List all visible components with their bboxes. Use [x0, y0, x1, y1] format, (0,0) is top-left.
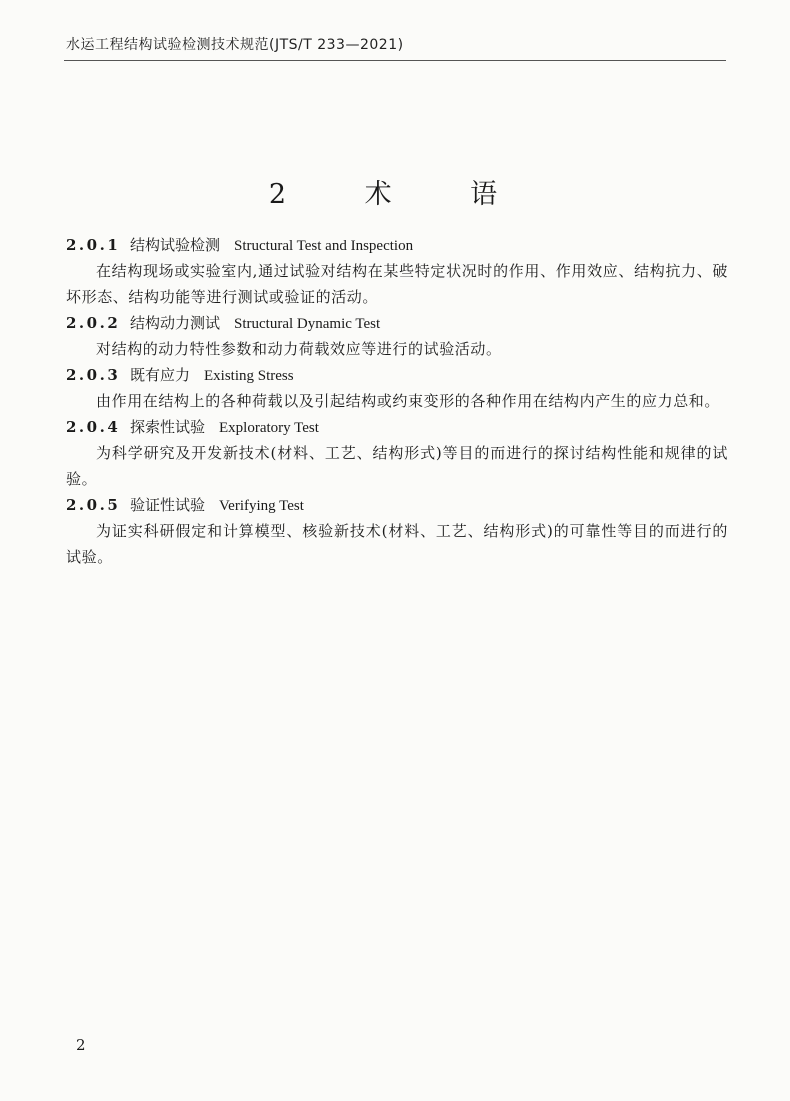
running-header: 水运工程结构试验检测技术规范(JTS/T 233—2021)	[66, 37, 404, 53]
term-number: 2.0.2	[66, 314, 121, 332]
term-chinese: 验证性试验	[130, 496, 206, 514]
term-english: Verifying Test	[219, 498, 304, 514]
term-entry	[66, 232, 728, 310]
term-english: Existing Stress	[204, 368, 294, 384]
term-chinese: 结构动力测试	[130, 314, 221, 332]
term-english: Exploratory Test	[219, 420, 319, 436]
term-definition: 在结构现场或实验室内,通过试验对结构在某些特定状况时的作用、作用效应、结构抗力、破坏形态、结构功能等进行测试或验证的活动。	[66, 262, 728, 306]
term-entry	[66, 414, 728, 492]
term-chinese: 结构试验检测	[130, 236, 221, 254]
term-definition: 由作用在结构上的各种荷载以及引起结构或约束变形的各种作用在结构内产生的应力总和。	[96, 392, 721, 410]
chapter-title: 2 术 语	[268, 179, 522, 210]
term-heading	[66, 362, 728, 388]
term-number: 2.0.1	[66, 236, 121, 254]
header-rule	[64, 60, 726, 61]
term-entry	[66, 310, 728, 362]
term-heading	[66, 414, 728, 440]
term-definition: 为科学研究及开发新技术(材料、工艺、结构形式)等目的而进行的探讨结构性能和规律的试验。	[66, 444, 728, 488]
term-heading	[66, 492, 728, 518]
term-heading	[66, 310, 728, 336]
page-number: 2	[76, 1036, 86, 1054]
term-number: 2.0.4	[66, 418, 121, 436]
term-english: Structural Dynamic Test	[234, 316, 381, 332]
term-entry	[66, 492, 728, 570]
term-entry	[66, 362, 728, 414]
term-definition: 对结构的动力特性参数和动力荷载效应等进行的试验活动。	[96, 340, 502, 358]
term-heading	[66, 232, 728, 258]
term-number: 2.0.5	[66, 496, 121, 514]
terms-list	[66, 232, 728, 570]
term-chinese: 探索性试验	[130, 418, 206, 436]
term-chinese: 既有应力	[130, 366, 191, 384]
term-english: Structural Test and Inspection	[234, 238, 414, 254]
term-definition: 为证实科研假定和计算模型、核验新技术(材料、工艺、结构形式)的可靠性等目的而进行的试验。	[66, 522, 728, 566]
term-number: 2.0.3	[66, 366, 121, 384]
